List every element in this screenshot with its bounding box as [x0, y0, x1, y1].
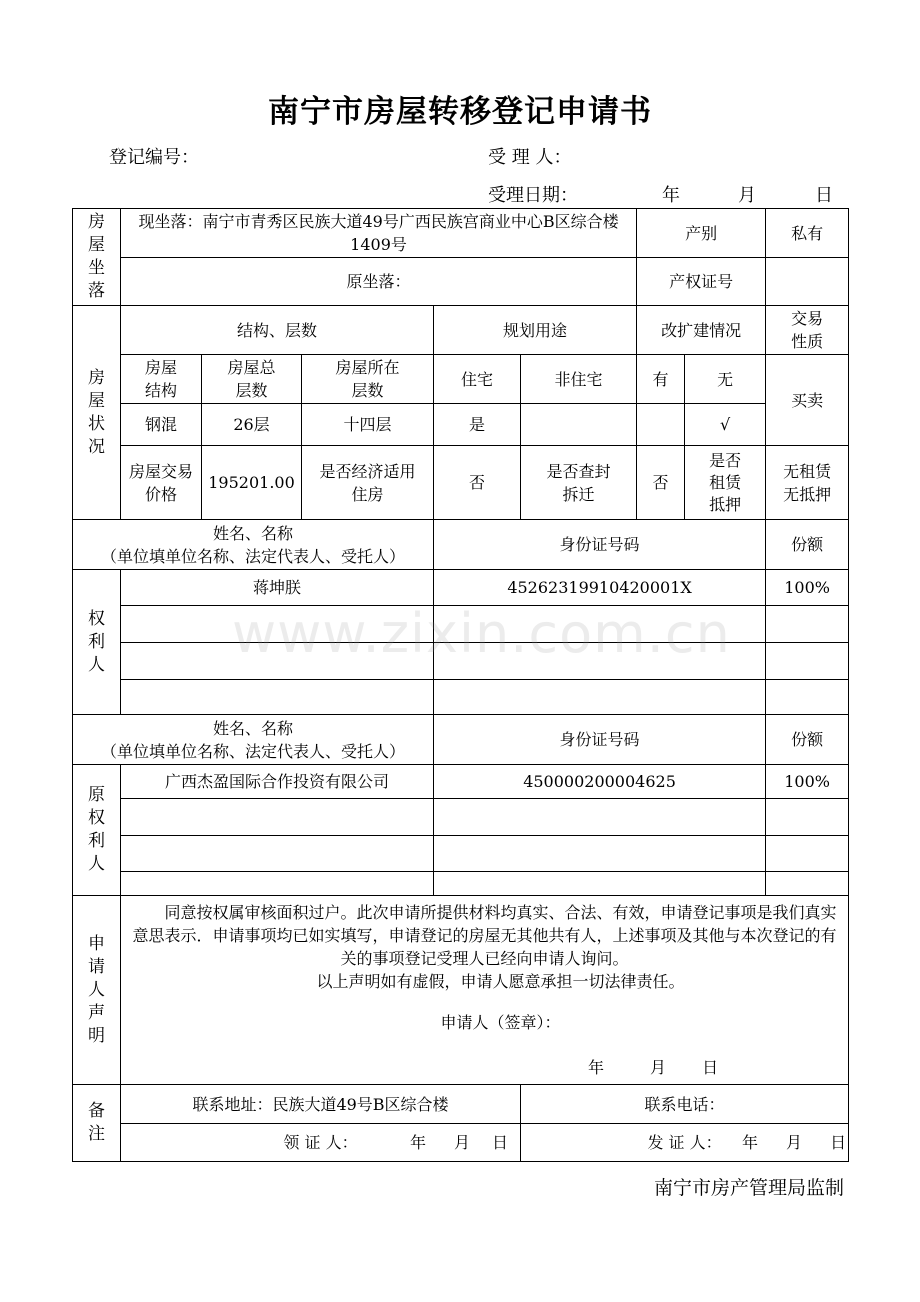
former-obligee-share-header: 份额 [766, 715, 849, 765]
floor-located-label [302, 355, 434, 404]
sealed-label [521, 446, 637, 520]
former-obligee-name-header-line-2: （单位填单位名称、法定代表人、受托人） [100, 741, 405, 761]
certificate-number-value[interactable] [766, 258, 849, 306]
acceptance-date-label: 受理日期： [488, 185, 578, 206]
former-address-label: 原坐落： [121, 258, 637, 306]
issuer-day-label: 日 [830, 1133, 847, 1152]
structure-floors-header: 结构、层数 [121, 306, 434, 355]
structure-label-text: 房屋结构 [145, 358, 178, 400]
former-obligee-share-empty[interactable] [766, 799, 849, 836]
former-obligee-share-empty[interactable] [766, 872, 849, 896]
handler-label: 受 理 人： [488, 147, 572, 168]
former-obligee-share: 100% [766, 765, 849, 799]
structure-value: 钢混 [121, 404, 202, 446]
affordable-label-text: 是否经济适用住房 [319, 461, 416, 504]
issuer-date [742, 1131, 846, 1154]
renovation-none-check: √ [685, 404, 766, 446]
total-floors-label [202, 355, 302, 404]
obligee-name-header [73, 520, 434, 570]
declaration-date [125, 1056, 844, 1079]
former-obligee-name-empty[interactable] [121, 799, 434, 836]
former-obligee-id-header: 身份证号码 [434, 715, 766, 765]
declaration-paragraph-2: 以上声明如有虚假，申请人愿意承担一切法律责任。 [316, 972, 685, 991]
former-obligee-name-empty[interactable] [121, 872, 434, 896]
receiver-day-label: 日 [491, 1133, 508, 1152]
obligee-id-header: 身份证号码 [434, 520, 766, 570]
former-obligee-name: 广西杰盈国际合作投资有限公司 [121, 765, 434, 799]
floor-located-value: 十四层 [302, 404, 434, 446]
former-obligee-id-empty[interactable] [434, 836, 766, 872]
acceptance-year-label: 年 [662, 185, 680, 206]
remarks-section-text: 备注 [88, 1101, 105, 1144]
former-obligee-id-empty[interactable] [434, 799, 766, 836]
affordable-label [302, 446, 434, 520]
form-title: 南宁市房屋转移登记申请书 [268, 94, 652, 130]
obligee-share-empty[interactable] [766, 643, 849, 680]
affordable-value: 否 [434, 446, 521, 520]
total-floors-label-text: 房屋总层数 [227, 358, 276, 400]
issuer-year-label: 年 [742, 1133, 759, 1152]
obligee-name-header-line-1: 姓名、名称 [212, 523, 293, 543]
acceptance-month-label: 月 [738, 185, 756, 206]
obligee-name-empty[interactable] [121, 680, 434, 715]
property-type-label: 产别 [637, 209, 766, 258]
residential-header: 住宅 [434, 355, 521, 404]
applicant-signature-label: 申请人（签章）： [440, 1013, 561, 1032]
location-section-label [73, 209, 121, 306]
obligee-share-header: 份额 [766, 520, 849, 570]
renovation-header: 改扩建情况 [637, 306, 766, 355]
issuer-month-label: 月 [786, 1133, 803, 1152]
renovation-yes-value [637, 404, 685, 446]
trade-nature-text: 交易性质 [791, 309, 824, 351]
lease-value [766, 446, 849, 520]
lease-label-text: 是否租赁抵押 [709, 450, 742, 514]
receiver-field [121, 1124, 521, 1162]
issuer-label: 发 证 人： [647, 1133, 722, 1152]
former-obligee-name-empty[interactable] [121, 836, 434, 872]
price-value: 195201.00 [202, 446, 302, 520]
declaration-day-label: 日 [702, 1058, 719, 1077]
former-obligee-share-empty[interactable] [766, 836, 849, 872]
declaration-paragraph-1: 同意按权属审核面积过户。此次申请所提供材料均真实、合法、有效，申请登记事项是我们真实意思表示．申请事项均已如实填写，申请登记的房屋无其他共有人，上述事项及其他与本次登记的有关的事项登记受理人已经向申请人询问。 [132, 903, 837, 968]
former-obligee-name-header [73, 715, 434, 765]
obligee-share-empty[interactable] [766, 606, 849, 643]
declaration-section-label [73, 896, 121, 1085]
obligee-section-text: 权利人 [88, 608, 105, 675]
certificate-number-label: 产权证号 [637, 258, 766, 306]
non-residential-header: 非住宅 [521, 355, 637, 404]
renovation-yes-header: 有 [637, 355, 685, 404]
declaration-section-text: 申请人声明 [88, 933, 105, 1046]
registration-number-label: 登记编号： [109, 147, 199, 168]
location-section-text: 房屋坐落 [88, 212, 105, 301]
sealed-value: 否 [637, 446, 685, 520]
property-type-value: 私有 [766, 209, 849, 258]
trade-nature-header [766, 306, 849, 355]
issuer-footer: 南宁市房产管理局监制 [653, 1177, 844, 1199]
declaration-body [121, 896, 849, 1085]
trade-nature-value: 买卖 [766, 355, 849, 446]
status-section-text: 房屋状况 [88, 367, 105, 457]
former-obligee-id-empty[interactable] [434, 872, 766, 896]
total-floors-value: 26层 [202, 404, 302, 446]
price-label [121, 446, 202, 520]
acceptance-day-label: 日 [815, 185, 833, 206]
obligee-name-header-line-2: （单位填单位名称、法定代表人、受托人） [100, 546, 405, 566]
receiver-month-label: 月 [453, 1133, 470, 1152]
former-obligee-section-text: 原权利人 [88, 785, 105, 874]
price-label-text: 房屋交易价格 [129, 461, 194, 504]
former-obligee-id: 450000200004625 [434, 765, 766, 799]
renovation-no-header: 无 [685, 355, 766, 404]
obligee-section-label [73, 570, 121, 715]
structure-label [121, 355, 202, 404]
declaration-year-label: 年 [588, 1058, 605, 1077]
watermark: www.zixin.com.cn [232, 602, 731, 665]
obligee-share: 100% [766, 570, 849, 606]
obligee-share-empty[interactable] [766, 680, 849, 715]
lease-value-line-1: 无租赁 [783, 461, 832, 481]
sealed-label-text: 是否查封拆迁 [546, 461, 611, 504]
issuer-field [521, 1124, 849, 1162]
receiver-label: 领 证 人： [283, 1133, 358, 1152]
residential-value: 是 [434, 404, 521, 446]
receiver-date [410, 1131, 508, 1154]
current-address: 现坐落：南宁市青秀区民族大道49号广西民族宫商业中心B区综合楼1409号 [121, 209, 637, 258]
non-residential-value [521, 404, 637, 446]
lease-label [685, 446, 766, 520]
planned-use-header: 规划用途 [434, 306, 637, 355]
former-obligee-name-header-line-1: 姓名、名称 [212, 718, 293, 738]
lease-value-line-2: 无抵押 [783, 484, 832, 504]
contact-phone-label: 联系电话： [521, 1085, 849, 1124]
declaration-month-label: 月 [650, 1058, 667, 1077]
status-section-label [73, 306, 121, 520]
receiver-year-label: 年 [409, 1133, 426, 1152]
contact-address: 联系地址：民族大道49号B区综合楼 [121, 1085, 521, 1124]
former-obligee-section-label [73, 765, 121, 896]
application-form-table [72, 208, 849, 1162]
obligee-id: 45262319910420001X [434, 570, 766, 606]
obligee-id-empty[interactable] [434, 680, 766, 715]
remarks-section-label [73, 1085, 121, 1162]
floor-located-label-text: 房屋所在层数 [335, 358, 400, 400]
obligee-name: 蒋坤朕 [121, 570, 434, 606]
